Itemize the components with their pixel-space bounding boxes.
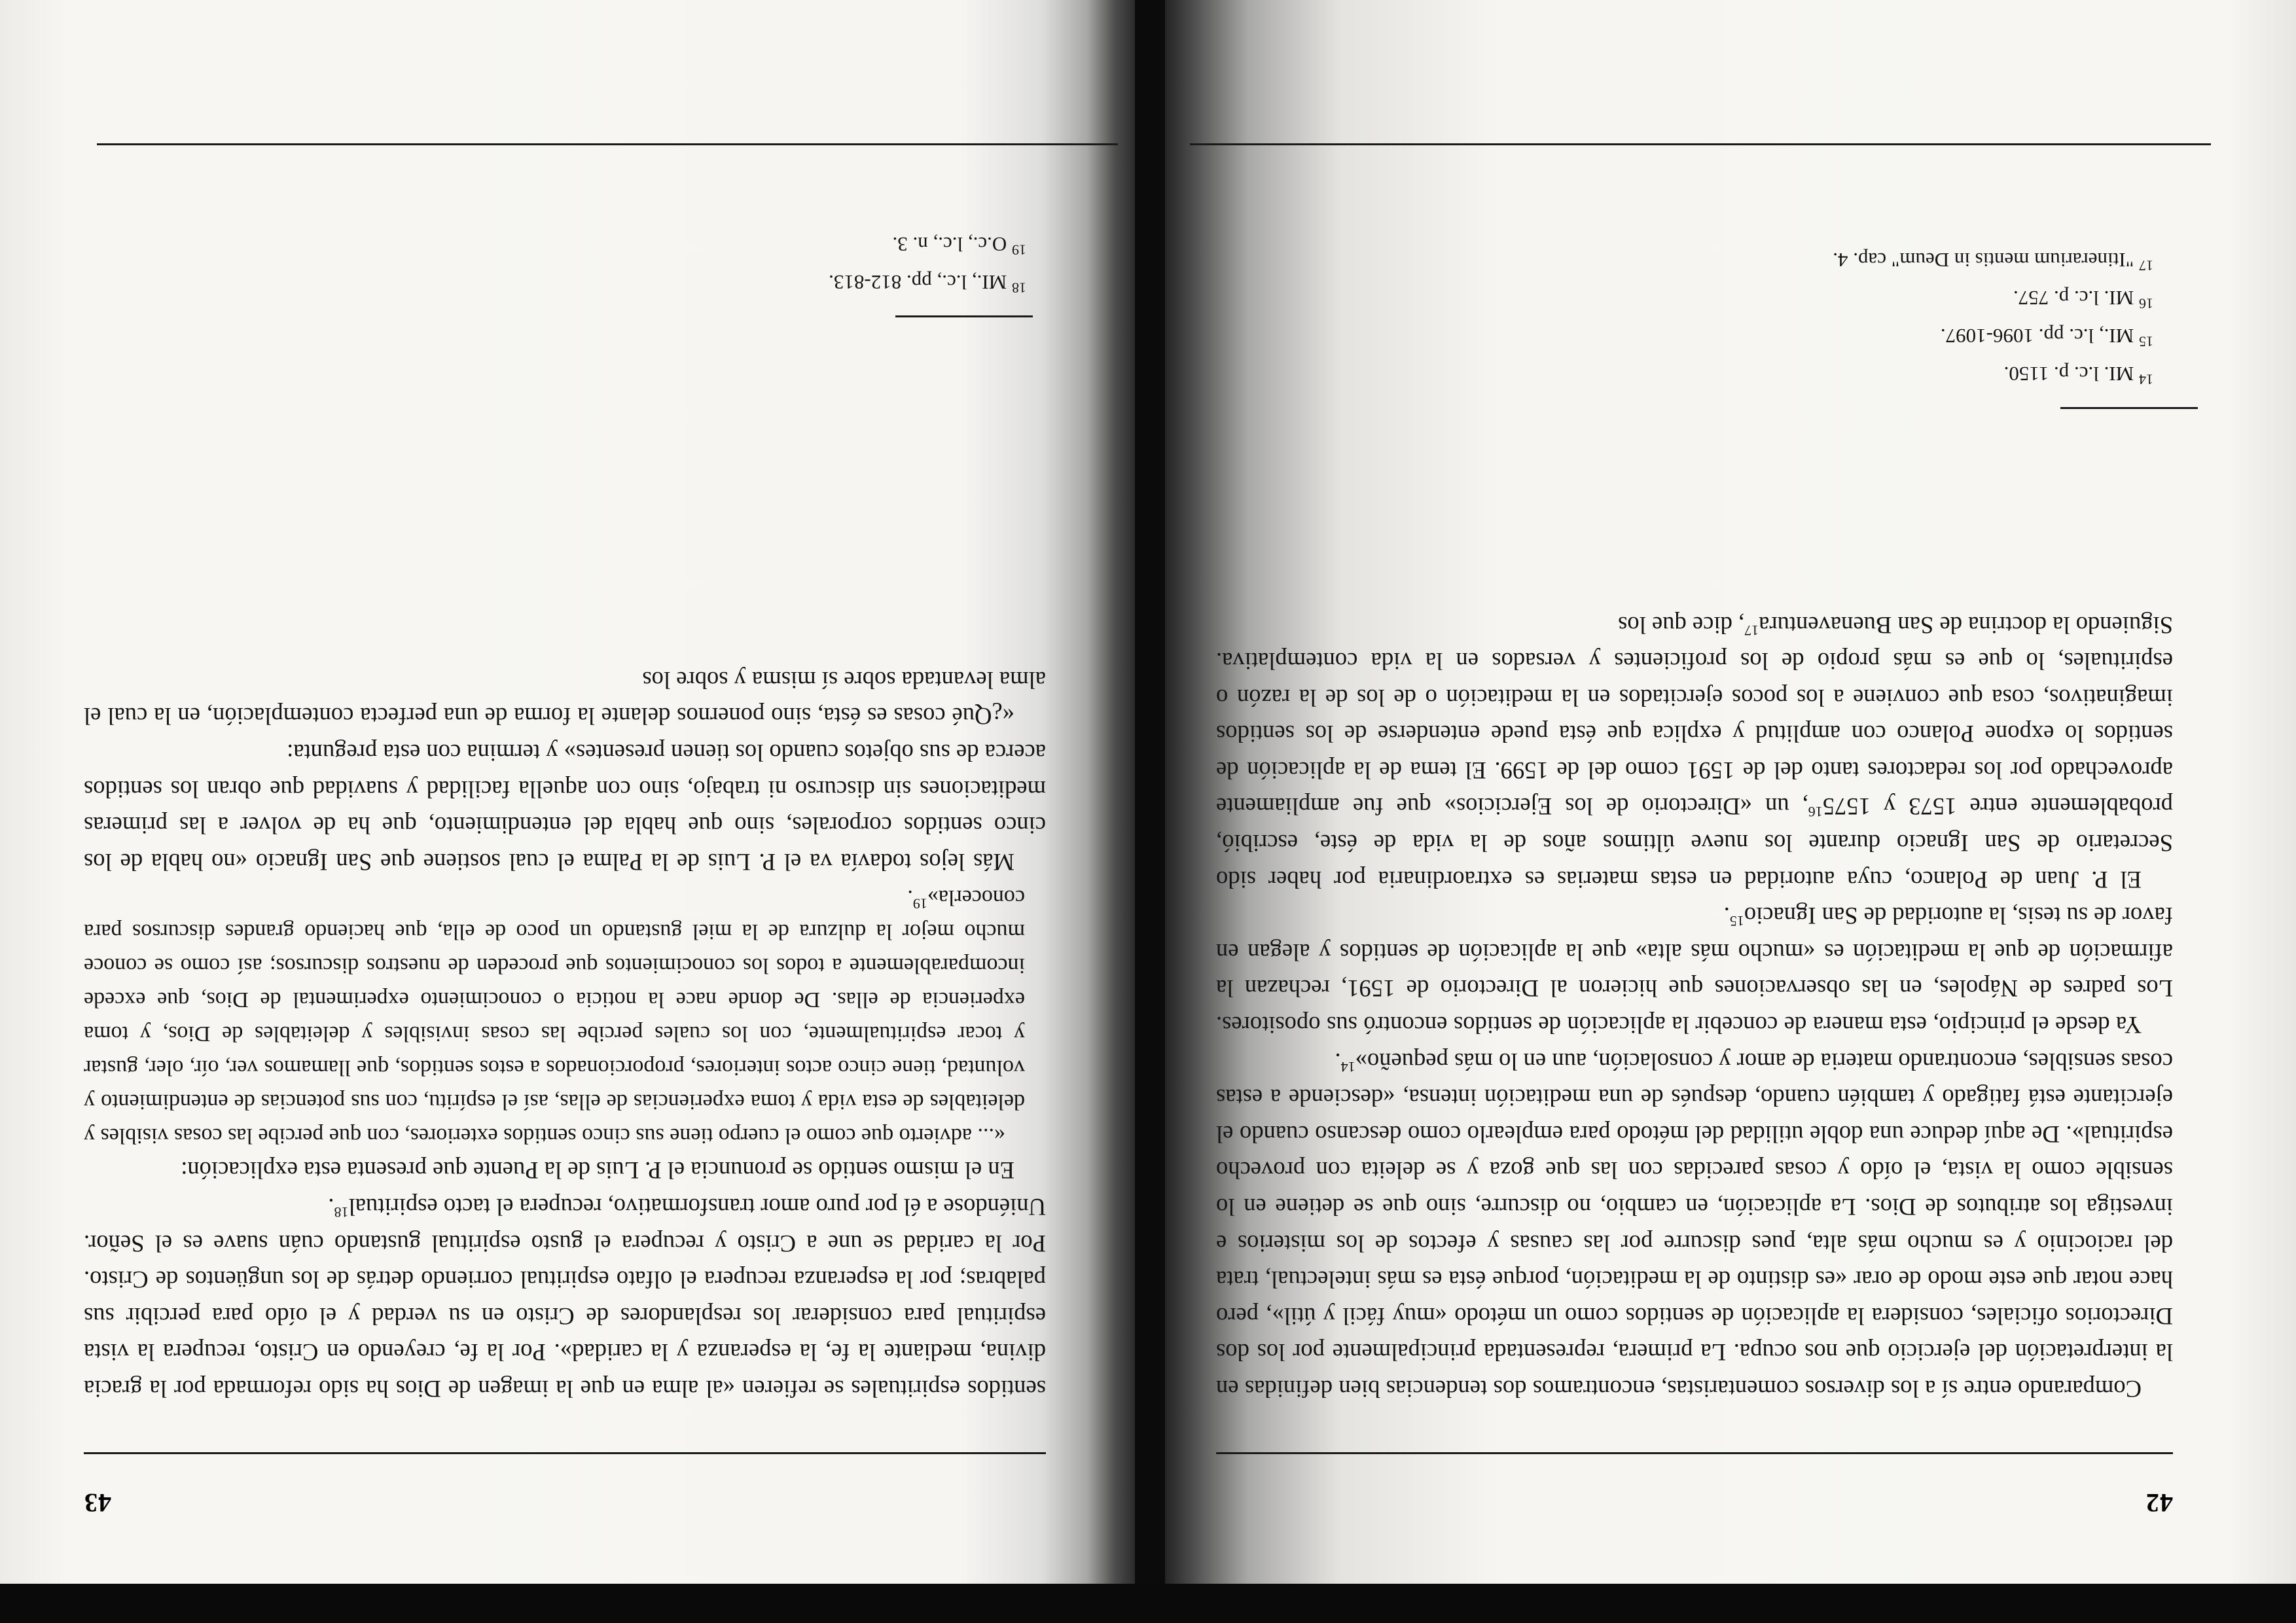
footnote: $^{15}$ MI., l.c. pp. 1096-1097. xyxy=(1940,325,2153,350)
page-number: 42 xyxy=(2145,1488,2173,1518)
page-43 xyxy=(0,0,1144,1623)
footnote-rule xyxy=(2060,407,2198,409)
running-header xyxy=(84,1440,1046,1531)
footnote: $^{18}$ MI., l.c., pp. 812-813. xyxy=(829,271,1026,296)
book-spine xyxy=(1135,0,1165,1623)
paragraph: El P. Juan de Polanco, cuya autoridad en estas materias es extraordinaria por haber sido Secretario de San Ignacio durante los nueve últimos años de la vida de éste, escribió, probablemente entre 1573 y 1575$^{16}$, un «Directorio de los Ejercicios» que fue ampliamente aprovechado por los redactores tanto del de 1591 como del de 1599. El tema de la aplicación de sentidos lo expone Polanco con amplitud y explica que ésta puede entenderse de los sentidos imaginativos, cosa que conviene a los pocos ejercitados en la meditación o de los de la razón o espirituales, lo que es más propio de los proficientes y versados en la vida contemplativa. Siguiendo la doctrina de San Buenaventura$^{17}$, dice que los xyxy=(1216,611,2173,893)
footnote: $^{14}$ MI. l.c. p. 1150. xyxy=(2003,363,2153,388)
page-number: 43 xyxy=(84,1488,111,1518)
bottom-rule xyxy=(97,143,1118,145)
bottom-rule xyxy=(1190,143,2211,145)
header-rule xyxy=(1216,1452,2173,1454)
scanner-edge xyxy=(0,1584,2296,1623)
footnotes xyxy=(84,225,1046,301)
paragraph: «¿Qué cosas es ésta, sino ponernos delante la forma de una perfecta contemplación, en la cual el alma levantada sobre sí misma y sobre los xyxy=(84,666,1046,730)
paragraph: sentidos espirituales se refieren «al alma en que la imagen de Dios ha sido reformada por la gracia divina, mediante la fe, la esperanza y la caridad». Por la fe, creyendo en Cristo, recupera la vista espiritual para considerar los resplandores de Cristo en su verdad y el oído para percibir sus palabras; por la esperanza recupera el olfato espiritual corriendo detrás de los ungüentos de Cristo. Por la caridad se une a Cristo y recupera el gusto espiritual gustando cuán suave es el Señor. Uniéndose a él por puro amor transformativo, recupera el tacto espiritual$^{18}$. xyxy=(84,1194,1046,1402)
body-text xyxy=(1216,607,2173,1407)
block-quote: «... advierto que como el cuerpo tiene sus cinco sentidos exteriores, con que percibe las cosas visibles y deleitables de esta vida y toma experiencias de ellas, así el espíritu, con sus potencias de entendimiento y voluntad, tiene cinco actos interiores, proporcionados a estos sentidos, que llamamos ver, oír, oler, gustar y tocar espiritualmente, con los cuales percibe las cosas invisibles y deleitables de Dios, y toma experiencia de ellas. De donde nace la noticia o conocimiento experimental de Dios, que excede incomparablemente a todos los conocimientos que proceden de nuestros discursos; así como se conoce mucho mejor la dulzura de la miel gustando un poco de ella, que haciendo grandes discursos para conocerla»$^{19}$. xyxy=(84,885,1025,1148)
footnote: $^{16}$ MI. l.c. p. 757. xyxy=(2013,287,2153,312)
body-text xyxy=(84,662,1046,1407)
footnote-rule xyxy=(895,315,1033,317)
page-42 xyxy=(1157,0,2296,1623)
paragraph: Más lejos todavía va el P. Luis de la Palma el cual sostiene que San Ignacio «no habla de los cinco sentidos corporales, sino que habla del entendimiento, que ha de volver a las primeras meditaciones sin discurso ni trabajo, sino con aquella facilidad y suavidad que obran los sentidos acerca de sus objetos cuando los tienen presentes» y termina con esta pregunta: xyxy=(84,740,1046,876)
paragraph: En el mismo sentido se pronuncia el P. Luis de la Puente que presenta esta explicación: xyxy=(181,1157,1014,1185)
header-rule xyxy=(84,1452,1046,1454)
paragraph: Ya desde el principio, esta manera de concebir la aplicación de sentidos encontró sus opositores. Los padres de Nápoles, en las observaciones que hicieron al Directorio de 1591, rechazan la afirmación de que la meditación es «mucho más alta» que la aplicación de sentidos y alegan en favor de su tesis, la autoridad de San Ignacio$^{15}$. xyxy=(1216,902,2173,1039)
footnote: $^{19}$ O.c., l.c., n. 3. xyxy=(892,233,1026,259)
paragraph: Comparando entre sí a los diversos comentaristas, encontramos dos tendencias bien definidas en la interpretación del ejercicio que nos ocupa. La primera, representada principalmente por los dos Directorios oficiales, considera la aplicación de sentidos como un método «muy fácil y útil», pero hace notar que este modo de orar «es distinto de la meditación, porque ésta es más intelectual, trata del raciocinio y es mucho más alta, pues discurre por las causas y efectos de los misterios e investiga los atributos de Dios. La aplicación, en cambio, no discurre, sino que se detiene en lo sensible como la vista, el oído y cosas parecidas con las que goza y se deleita con provecho espiritual». De aquí deduce una doble utilidad del método para emplearlo como descanso cuando el ejercitante está fatigado y también cuando, después de una meditación intensa, «desciende a estas cosas sensibles, encontrando materia de amor y consolación, aun en lo más pequeño»$^{14}$. xyxy=(1216,1048,2173,1402)
footnotes xyxy=(1216,241,2173,393)
footnote: $^{17}$ "Itinerarium mentis in Deum" cap. 4. xyxy=(1833,249,2153,274)
running-header xyxy=(1216,1440,2173,1531)
